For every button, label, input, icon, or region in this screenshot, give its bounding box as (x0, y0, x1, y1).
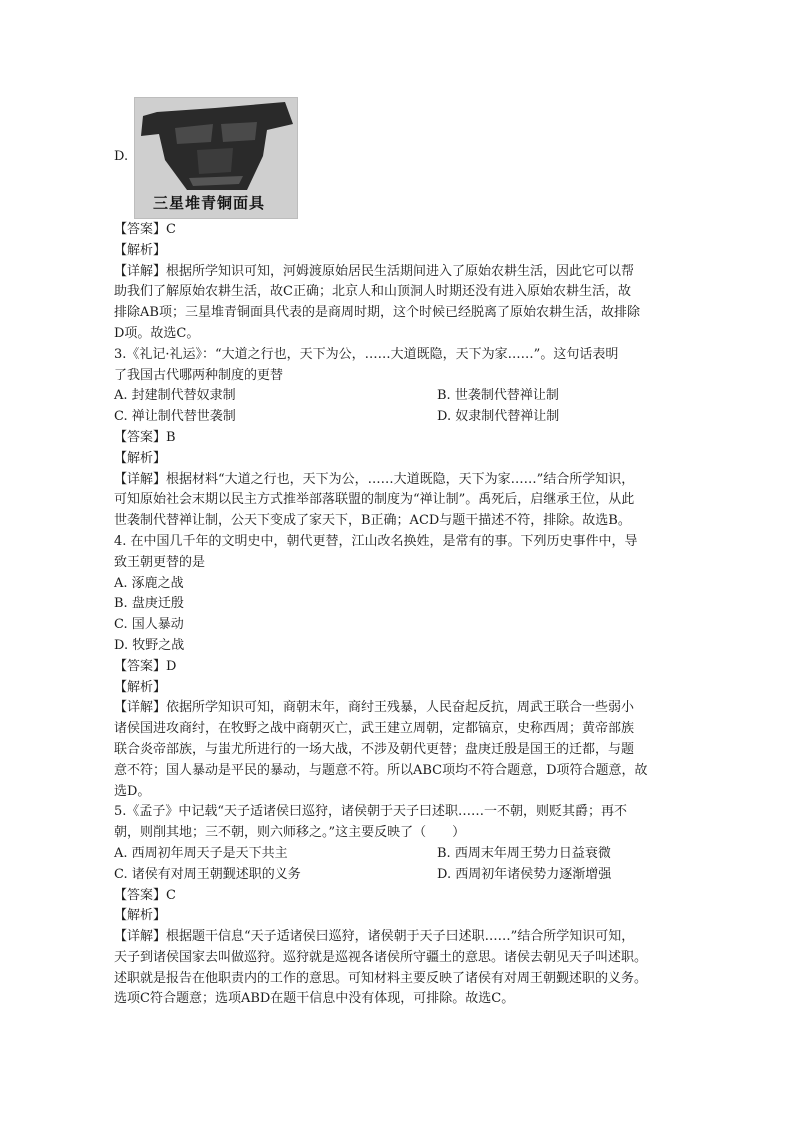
options-row (114, 407, 684, 428)
option-a: A. 西周初年周天子是天下共主 (114, 845, 288, 861)
analysis-label: 【解析】 (114, 908, 167, 924)
detail-line: 诸侯国进攻商纣，在牧野之战中商朝灭亡，武王建立周朝，定都镐京，史称西周；黄帝部族 (114, 721, 635, 737)
question-stem: 4. 在中国几千年的文明史中，朝代更替，江山改名换姓，是常有的事。下列历史事件中，导 (114, 533, 638, 549)
detail-line: 可知原始社会末期以民主方式推举部落联盟的制度为“禅让制”。禹死后，启继承王位，从此 (114, 492, 635, 508)
analysis-label: 【解析】 (114, 679, 167, 695)
detail-line: 助我们了解原始农耕生活，故C正确；北京人和山顶洞人时期还没有进入原始农耕生活，故 (114, 284, 631, 300)
detail-line: D项。故选C。 (114, 325, 200, 341)
option-b: B. 盘庚迁殷 (114, 596, 184, 612)
question-stem: 致王朝更替的是 (114, 554, 206, 570)
option-d: D. 牧野之战 (114, 637, 185, 653)
q2-option-d (114, 95, 684, 220)
detail-line: 【详解】根据题干信息“天子适诸侯曰巡狩，诸侯朝于天子曰述职……”结合所学知识可知， (114, 929, 635, 945)
detail-line: 联合炎帝部族，与蚩尤所进行的一场大战，不涉及朝代更替；盘庚迁殷是国王的迁都，与题 (114, 741, 635, 757)
question-stem: 3.《礼记·礼运》：“大道之行也，天下为公，……大道既隐，天下为家……”。这句话表明 (114, 346, 619, 362)
answer-label: 【答案】C (114, 887, 176, 903)
answer-label: 【答案】D (114, 658, 177, 674)
option-b: B. 西周末年周王势力日益衰微 (437, 845, 611, 861)
option-d: D. 奴隶制代替禅让制 (437, 409, 560, 425)
options-row (114, 844, 684, 865)
answer-label: 【答案】B (114, 429, 176, 445)
analysis-label: 【解析】 (114, 242, 167, 258)
option-a: A. 涿鹿之战 (114, 575, 184, 591)
detail-line: 意不符；国人暴动是平民的暴动，与题意不符。所以ABC项均不符合题意，D项符合题意，故 (114, 762, 648, 778)
options-row (114, 386, 684, 407)
option-d: D. 西周初年诸侯势力逐渐增强 (437, 866, 612, 882)
image-caption: 三星堆青铜面具 (153, 193, 266, 212)
option-b: B. 世袭制代替禅让制 (437, 388, 559, 404)
option-c: C. 诸侯有对周王朝觐述职的义务 (114, 866, 301, 882)
detail-line: 述职就是报告在他职责内的工作的意思。可知材料主要反映了诸侯有对周王朝觐述职的义务。 (114, 970, 648, 986)
detail-line: 选D。 (114, 783, 151, 799)
options-row (114, 865, 684, 886)
option-label: D. (114, 149, 129, 165)
analysis-label: 【解析】 (114, 450, 167, 466)
answer-label: 【答案】C (114, 222, 176, 237)
detail-line: 【详解】根据所学知识可知，河姆渡原始居民生活期间进入了原始农耕生活，因此它可以帮 (114, 263, 635, 279)
detail-line: 世袭制代替禅让制，公天下变成了家天下，B正确；ACD与题干描述不符，排除。故选B。 (114, 513, 631, 529)
question-stem: 朝，则削其地；三不朝，则六师移之。”这主要反映了（ ） (114, 825, 466, 841)
question-stem: 5.《孟子》中记载“天子适诸侯曰巡狩，诸侯朝于天子曰述职……一不朝，则贬其爵；再不 (114, 804, 628, 820)
option-c: C. 国人暴动 (114, 617, 184, 633)
detail-line: 天子到诸侯国家去叫做巡狩。巡狩就是巡视各诸侯所守疆土的意思。诸侯去朝见天子叫述职。 (114, 949, 648, 965)
bronze-mask-image (134, 97, 298, 219)
question-stem: 了我国古代哪两种制度的更替 (114, 367, 284, 383)
detail-line: 【详解】根据材料“大道之行也，天下为公，……大道既隐，天下为家……”结合所学知识， (114, 471, 635, 487)
option-c: C. 禅让制代替世袭制 (114, 409, 236, 425)
detail-line: 【详解】依据所学知识可知，商朝末年，商纣王残暴，人民奋起反抗，周武王联合一些弱小 (114, 700, 635, 716)
detail-line: 选项C符合题意；选项ABD在题干信息中没有体现，可排除。故选C。 (114, 991, 515, 1007)
detail-line: 排除AB项；三星堆青铜面具代表的是商周时期，这个时候已经脱离了原始农耕生活，故排除 (114, 305, 640, 321)
document-page (114, 95, 684, 1010)
option-a: A. 封建制代替奴隶制 (114, 388, 236, 404)
